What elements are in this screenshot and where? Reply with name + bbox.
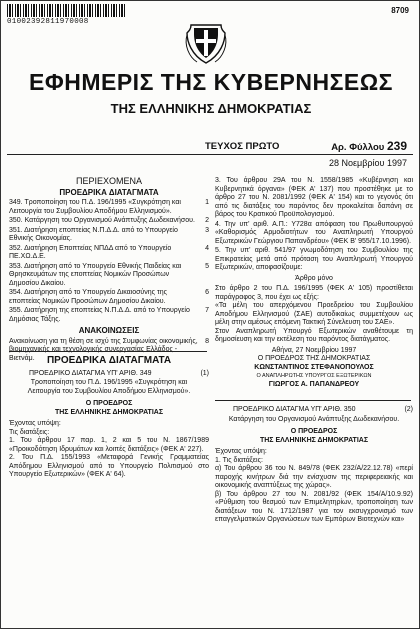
signatory-name: ΚΩΝΣΤΑΝΤΙΝΟΣ ΣΤΕΦΑΝΟΠΟΥΛΟΣ	[254, 363, 374, 371]
provision-paragraph: β) Του άρθρου 27 του Ν. 2081/92 (ΦΕΚ 154/Α/10.9.92) «Ρύθμιση του θεσμού των Επιμελητηρίων, τροποποίηση των διατάξεων του Ν. 1712/1987 για τον εκσυγχρονισμό των επαγγελματικών Οργανώσεων των Εμπόρων Βιοτεχνών και»	[215, 490, 413, 523]
provision-paragraph: 3. Του άρθρου 29Α του Ν. 1558/1985 «Κυβέρνηση και Κυβερνητικά όργανα» (ΦΕΚ Α' 137) που προστέθηκε με το άρθρο 27 του Ν. 2081/1992 (ΦΕΚ Α' 154) και το γεγονός ότι από τις διατάξεις του παρόντος δεν προκαλείται δαπάνη σε βάρος του Κρατικού Προϋπολογισμού.	[215, 177, 413, 218]
decree-index: (2)	[404, 406, 413, 413]
provision-paragraph: 5. Την υπ' αριθ. 541/97 γνωμοδότηση του Συμβουλίου της Επικρατείας μετά από πρόταση του Αναπληρωτή Υπουργού Εξωτερικών, αποφασίζουμε:	[215, 247, 413, 271]
minister-title: Ο ΑΝΑΠΛΗΡΩΤΗΣ ΥΠΟΥΡΓΟΣ ΕΞΩΤΕΡΙΚΩΝ	[256, 373, 372, 379]
decree-number: ΠΡΟΕΔΡΙΚΟ ΔΙΑΤΑΓΜΑ ΥΠ' ΑΡΙΘ. 349	[29, 369, 152, 377]
toc-item: 350. Κατάργηση του Οργανισμού Ανάπτυξης Δωδεκανήσου. 2	[9, 217, 209, 224]
article-heading: Άρθρο μόνο	[295, 274, 333, 282]
article-paragraph: Στο άρθρο 2 του Π.Δ. 196/1995 (ΦΕΚ Α' 105) προστίθεται παράγραφος 3, που έχει ως εξής:	[215, 285, 413, 301]
article-paragraph: Στον Αναπληρωτή Υπουργό Εξωτερικών αναθέτουμε τη δημοσίευση και την εκτέλεση του παρόντος διατάγματος.	[215, 327, 413, 343]
toc-item: 349. Τροποποίηση του Π.Δ. 196/1995 «Συγκρότηση και Λειτουργία του Συμβουλίου Αποδήμου Ελληνισμού». 1	[9, 199, 209, 215]
greek-coat-of-arms-icon	[183, 21, 229, 67]
contents-section	[9, 177, 209, 363]
issue-number: 8709	[391, 6, 409, 15]
minister-name: ΓΙΩΡΓΟΣ Α. ΠΑΠΑΝΔΡΕΟΥ	[268, 380, 360, 388]
gazette-title: ΕΦΗΜΕΡΙΣ ΤΗΣ ΚΥΒΕΡΝΗΣΕΩΣ	[29, 69, 393, 95]
provisions-label: Τις διατάξεις:	[9, 428, 50, 436]
provision-paragraph: 4. Την υπ' αριθ. Α.Π.: Υ728α απόφαση του Πρωθυπουργού «Καθορισμός Αρμοδιοτήτων του Αναπληρωτή Υπουργού Εξωτερικών Γεώργιου Παπανδρέου» (ΦΕΚ Β' 955/17.10.1996).	[215, 220, 413, 245]
contents-heading: ΠΕΡΙΕΧΟΜΕΝΑ	[75, 176, 142, 186]
having-in-mind: Έχοντας υπόψη:	[215, 448, 267, 455]
toc-item: Ανακοίνωση για τη θέση σε ισχύ της Συμφωνίας οικονομικής, βιομηχανικής και τεχνολογικής συνεργασίας Ελλάδος - Βιετνάμ. 8	[9, 337, 209, 362]
contents-divider	[9, 351, 207, 352]
president-line-2: ΤΗΣ ΕΛΛΗΝΙΚΗΣ ΔΗΜΟΚΡΑΤΙΑΣ	[259, 436, 369, 444]
having-in-mind: Έχοντας υπόψη:	[9, 420, 61, 427]
decree-350	[215, 406, 413, 525]
issue-date: 28 Νοεμβρίου 1997	[329, 158, 407, 168]
sheet-number	[331, 139, 407, 153]
header-divider	[7, 154, 413, 155]
provision-paragraph: 1. Του άρθρου 17 παρ. 1, 2 και 5 του Ν. 1867/1989 «Προικοδότηση Ιδρυμάτων και λοιπές διατάξεις» (ΦΕΚ Α' 227).	[9, 437, 209, 453]
president-line-2: ΤΗΣ ΕΛΛΗΝΙΚΗΣ ΔΗΜΟΚΡΑΤΙΑΣ	[54, 408, 164, 416]
decree-number: ΠΡΟΕΔΡΙΚΟ ΔΙΑΤΑΓΜΑ ΥΠ' ΑΡΙΘ. 350	[233, 406, 356, 413]
toc-item: 352. Διατήρηση Εποπτείας ΝΠΔΔ από το Υπουργείο ΠΕ.ΧΩ.Δ.Ε. 4	[9, 244, 209, 260]
provision-paragraph: α) Του άρθρου 36 του Ν. 849/78 (ΦΕΚ 232/Α/22.12.78) «περί παροχής κινήτρων διά την ενίσχυσιν της περιφερειακής και οικονομικής αναπτύξεως της χώρας».	[215, 465, 413, 489]
president-line-1: Ο ΠΡΟΕΔΡΟΣ	[290, 428, 338, 435]
toc-item: 353. Διατήρηση από το Υπουργείο Εθνικής Παιδείας και Θρησκευμάτων της εποπτείας Νομικών Προσώπων Δημοσίου Δικαίου. 5	[9, 262, 209, 287]
decree-title: Κατάργηση του Οργανισμού Ανάπτυξης Δωδεκανήσου.	[228, 415, 400, 423]
gazette-subtitle: ΤΗΣ ΕΛΛΗΝΙΚΗΣ ΔΗΜΟΚΡΑΤΙΑΣ	[110, 101, 312, 116]
decree-number-row	[9, 370, 209, 379]
teuxos-label: ΤΕΥΧΟΣ ΠΡΩΤΟ	[205, 141, 280, 152]
decree-349	[9, 357, 209, 480]
decree-divider	[215, 400, 411, 401]
provisions-label: 1. Τις διατάξεις:	[215, 456, 263, 464]
sheet-label: Αρ. Φύλλου	[331, 142, 385, 153]
decree-number-row	[215, 406, 413, 415]
article-paragraph: «Τα μέλη του απερχόμενου Προεδρείου του Συμβουλίου Αποδήμου Ελληνισμού (ΣΑΕ) αυτοδικαίως συμμετέχουν ως μέλη στην αμέσως επόμενη Τακτική Σύνελευση του ΣΑΕ».	[215, 302, 413, 326]
decree-index: (1)	[200, 369, 209, 377]
contents-section-decrees: ΠΡΟΕΔΡΙΚΑ ΔΙΑΤΑΓΜΑΤΑ	[59, 187, 159, 197]
barcode-bars	[7, 4, 125, 17]
place-date: Αθήνα, 27 Νοεμβρίου 1997	[271, 346, 357, 354]
provision-paragraph: 2. Του Π.Δ. 155/1993 «Μεταφορά Γενικής Γραμματείας Απόδημου Ελληνισμού από το Υπουργείο Πολιτισμού στο Υπουργείο Εξωτερικών» (ΦΕΚ Α' 64).	[9, 454, 209, 478]
decree-349-continued	[215, 177, 413, 389]
barcode-number: 01002392811970008	[7, 18, 89, 26]
toc-item: 355. Διατήρηση της εποπτείας Ν.Π.Δ.Δ. από το Υπουργείο Δημόσιας Τάξης. 7	[9, 307, 209, 323]
decree-title: Τροποποίηση του Π.Δ. 196/1995 «Συγκρότηση και Λειτουργία του Συμβουλίου Αποδήμου Ελληνισμού».	[27, 379, 191, 395]
toc-item: 354. Διατήρηση από το Υπουργείο Δικαιοσύνης της εποπτείας Νομικών Προσώπων Δημοσίου Δικαίου. 6	[9, 289, 209, 305]
barcode	[7, 4, 127, 26]
contents-section-announcements: ΑΝΑΚΟΙΝΩΣΕΙΣ	[78, 326, 140, 335]
signatory-title: Ο ΠΡΟΕΔΡΟΣ ΤΗΣ ΔΗΜΟΚΡΑΤΙΑΣ	[257, 355, 371, 362]
president-line-1: Ο ΠΡΟΕΔΡΟΣ	[85, 400, 133, 407]
sheet-value: 239	[386, 139, 407, 153]
decrees-heading: ΠΡΟΕΔΡΙΚΑ ΔΙΑΤΑΓΜΑΤΑ	[46, 355, 172, 366]
toc-item: 351. Διατήρηση εποπτείας Ν.Π.Δ.Δ. από το Υπουργείο Εθνικής Οικονομίας. 3	[9, 226, 209, 242]
